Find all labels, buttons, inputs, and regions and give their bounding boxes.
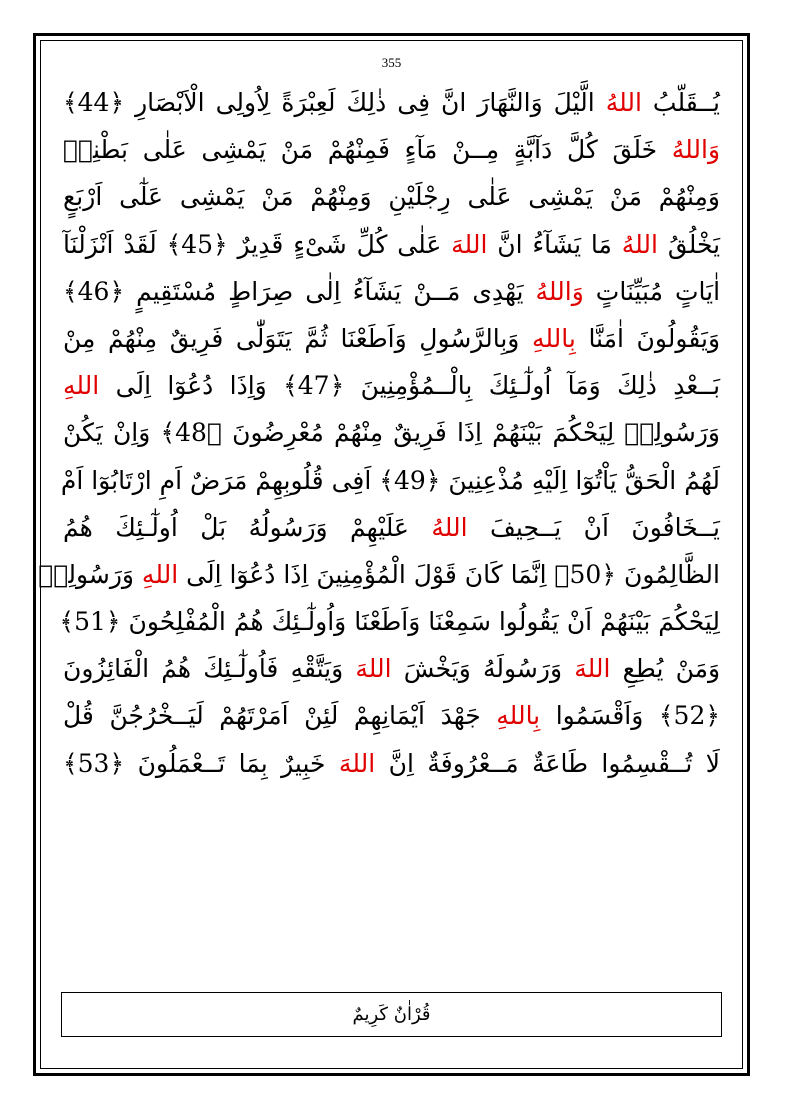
- word: وَبِالرَّسُولِ: [419, 323, 520, 353]
- word: لَقَدْ: [123, 229, 157, 259]
- word: اَمِ ارْتَابُوٓا: [91, 465, 183, 495]
- word: اَنْ: [566, 607, 593, 637]
- word: بَــعْدِ: [673, 371, 721, 401]
- word: اِلَيْهِ: [531, 465, 568, 495]
- word: ﴿44﴾: [63, 88, 125, 117]
- word: لَا: [705, 748, 720, 778]
- divine-name-word: اللهُ: [605, 88, 642, 117]
- word: لَعِبْرَةً: [281, 88, 336, 117]
- word: مَآءٍ: [404, 135, 438, 165]
- word: ﴿46﴾: [63, 276, 125, 306]
- divine-name-word: اللهِ: [63, 371, 100, 401]
- word: ﴿45﴾: [166, 229, 228, 259]
- word: اِذَا: [456, 418, 482, 448]
- word: الْمُؤْمِنِينَ: [316, 559, 406, 589]
- word: وَاِنْ: [112, 418, 151, 448]
- word: الَّيْلَ: [553, 88, 595, 117]
- text-line: [63, 362, 720, 409]
- word: قَدِيرٌ: [237, 229, 284, 259]
- word: وَمِنْهُمْ: [658, 182, 720, 212]
- word: اِلَى: [186, 559, 222, 589]
- word: وَاَقْسَمُوا: [555, 701, 644, 731]
- word: مَنْ: [280, 135, 314, 165]
- word: اِنَّ: [388, 748, 414, 778]
- word: يَاْتُوٓا: [575, 465, 617, 495]
- word: فَرِيقٌ: [393, 418, 447, 448]
- word: مِنْهُمْ: [333, 418, 384, 448]
- divine-name-word: اللهَ: [451, 229, 488, 259]
- text-line: [63, 409, 720, 456]
- word: ذٰلِكَ: [346, 88, 387, 117]
- word: بَيْنَهُمْ: [600, 607, 651, 637]
- word: قَوْلَ: [413, 559, 457, 589]
- word: اِنَّمَا: [510, 559, 547, 589]
- word: جَهْدَ: [440, 701, 481, 731]
- word: اٰمَنَّا: [588, 323, 624, 353]
- word: كَانَ: [464, 559, 503, 589]
- word: دَآبَّةٍ: [513, 135, 553, 165]
- word: كُلِّ: [356, 229, 388, 259]
- word: خَلَقَ: [612, 135, 658, 165]
- word: وَاِذَا: [229, 371, 267, 401]
- text-line: [63, 740, 720, 787]
- word: ﴿47﴾: [283, 371, 345, 401]
- word: بَلْ: [200, 512, 227, 542]
- text-line: [63, 79, 720, 126]
- word: لِيَحْكُمَ: [658, 607, 720, 637]
- word: مَنْ: [261, 182, 294, 212]
- word: ذٰلِكَ: [617, 371, 657, 401]
- word: كُلَّ: [566, 135, 598, 165]
- word: وَيَخْشَ: [403, 654, 471, 684]
- word: الْحَقُّ: [624, 465, 677, 495]
- word: سَمِعْنَا: [428, 607, 491, 637]
- word: فَاُولٰٓـئِكَ: [203, 654, 279, 684]
- word: قُلْ: [63, 701, 94, 731]
- page-inner-border: [40, 40, 743, 1069]
- word: طَاعَةٌ: [532, 748, 588, 778]
- word: اِلَى: [115, 371, 152, 401]
- word: اَفِى: [331, 465, 372, 495]
- word: يَخْلُقُ: [667, 229, 721, 259]
- word: ﴿48﴾: [160, 418, 222, 448]
- word: بِالْــمُؤْمِنِينَ: [360, 371, 473, 401]
- word: رِجْلَيْنِ: [388, 182, 451, 212]
- divine-name-word: بِاللهِ: [496, 701, 541, 731]
- word: يَــحِيفَ: [490, 512, 562, 542]
- word: انَّ: [497, 229, 523, 259]
- word: تُــقْسِمُوا: [601, 748, 693, 778]
- word: هُمُ: [63, 512, 93, 542]
- text-line: [59, 598, 720, 645]
- footer-box: [61, 992, 722, 1037]
- text-line: [63, 221, 720, 268]
- word: مَــنْ: [413, 276, 461, 306]
- word: بَطْنِهٖ: [63, 135, 129, 165]
- word: ﴿52﴾: [658, 701, 721, 731]
- divine-name-word: وَاللهُ: [535, 276, 584, 306]
- divine-name-word: اللهِ: [141, 559, 179, 589]
- word: ﴿49﴾: [379, 465, 441, 495]
- word: مُسْتَقِيمٍ: [136, 276, 217, 306]
- quran-text-block: [38, 79, 721, 787]
- text-line: [63, 173, 720, 220]
- divine-name-word: اللهُ: [431, 512, 468, 542]
- word: لِاُولِى الْاَبْصَارِ: [135, 88, 271, 117]
- word: خَبِيرٌ: [281, 748, 326, 778]
- word: لِيَحْكُمَ: [552, 418, 615, 448]
- word: وَرَسُولُهُ: [248, 512, 328, 542]
- word: عَلٰى: [467, 182, 512, 212]
- text-line: [63, 315, 720, 362]
- word: الْفَائِزُونَ: [63, 654, 150, 684]
- word: يَشَآءُ: [352, 276, 402, 306]
- divine-name-word: اللهَ: [355, 654, 392, 684]
- word: مَنْ: [609, 182, 643, 212]
- word: وَمَنْ: [675, 654, 721, 684]
- text-line: [63, 692, 720, 739]
- word: اِذَا: [283, 559, 309, 589]
- word: وَيَقُولُونَ: [636, 323, 721, 353]
- word: وَالنَّهَارَ: [477, 88, 543, 117]
- word: فَمِنْهُمْ: [327, 135, 390, 165]
- word: بَيْنَهُمْ: [492, 418, 543, 448]
- word: مُذْعِنِينَ: [448, 465, 524, 495]
- word: وَاَطَعْنَا: [340, 323, 407, 353]
- word: دُعُوٓا: [167, 371, 214, 401]
- word: مَرَضٌ: [190, 465, 248, 495]
- divine-name-word: وَاللهُ: [671, 135, 721, 165]
- word: يَمْشِى: [201, 135, 266, 165]
- word: يَمْشِى: [528, 182, 593, 212]
- word: يَقُولُوا: [498, 607, 559, 637]
- word: مِنْ: [63, 323, 96, 353]
- word: مِنْهُمْ: [108, 323, 158, 353]
- word: لَهُمُ: [684, 465, 720, 495]
- word: دُعُوٓا: [229, 559, 276, 589]
- word: ﴿53﴾: [63, 748, 125, 778]
- word: انَّ: [441, 88, 467, 117]
- word: ﴿51﴾: [59, 607, 121, 637]
- word: فَرِيقٌ: [169, 323, 224, 353]
- word: وَمِنْهُمْ: [310, 182, 372, 212]
- text-line: [63, 126, 720, 173]
- word: ﴿50﴾: [554, 559, 616, 589]
- word: يُطِعِ: [622, 654, 664, 684]
- page-outer-border: [33, 33, 750, 1076]
- word: هُمُ الْمُفْلِحُونَ: [128, 607, 264, 637]
- word: مِــنْ: [452, 135, 500, 165]
- word: يَكُنْ: [63, 418, 103, 448]
- text-line: [63, 645, 720, 692]
- word: اَنْزَلْنَآ: [63, 229, 114, 259]
- footer-title: قُرْاٰنٌ كَرِيمٌ: [352, 1004, 431, 1025]
- word: اِلٰى: [305, 276, 341, 306]
- word: وَمَآ: [567, 371, 601, 401]
- word: ثُمَّ: [304, 323, 328, 353]
- word: يَتَوَلّٰى: [235, 323, 292, 353]
- word: اُولٰٓـئِكَ: [488, 371, 552, 401]
- word: وَرَسُولَهُ: [483, 654, 563, 684]
- text-line: [60, 457, 720, 504]
- word: عَلٰى: [397, 229, 442, 259]
- word: وَيَتَّقْهِ: [290, 654, 344, 684]
- divine-name-word: اللهَ: [574, 654, 611, 684]
- word: عَلٰٓى: [119, 182, 164, 212]
- text-line: [38, 551, 720, 598]
- word: عَلَيْهِمْ: [350, 512, 409, 542]
- word: اَمَرْتَهُمْ: [219, 701, 289, 731]
- text-line: [63, 504, 720, 551]
- word: مُعْرِضُونَ: [232, 418, 324, 448]
- word: مُبَيِّنَاتٍ: [595, 276, 663, 306]
- word: وَرَسُولِهٖ: [624, 418, 720, 448]
- word: اٰيَاتٍ: [674, 276, 721, 306]
- word: قُلُوبِهِمْ: [255, 465, 324, 495]
- word: اُولٰٓـئِكَ: [115, 512, 178, 542]
- word: بِمَا: [238, 748, 268, 778]
- word: مَــعْرُوفَةٌ: [427, 748, 519, 778]
- word: صِرَاطٍ: [228, 276, 294, 306]
- word: عَلٰى: [142, 135, 187, 165]
- word: اَرْبَعٍ: [63, 182, 103, 212]
- word: يُــقَلّبُ: [652, 88, 720, 117]
- word: يَــخَافُونَ: [631, 512, 720, 542]
- word: يَهْدِى: [472, 276, 524, 306]
- word: وَاَطَعْنَا: [354, 607, 421, 637]
- divine-name-word: اللهَ: [338, 748, 376, 778]
- word: الظَّالِمُونَ: [623, 559, 720, 589]
- word: يَمْشِى: [179, 182, 245, 212]
- word: يَشَآءُ: [532, 229, 582, 259]
- word: وَرَسُولِهٖ: [38, 559, 134, 589]
- word: فِى: [397, 88, 431, 117]
- text-line: [63, 268, 720, 315]
- divine-name-word: اللهُ: [621, 229, 658, 259]
- word: لَيَــخْرُجُنَّ: [109, 701, 204, 731]
- divine-name-word: بِاللهِ: [531, 323, 576, 353]
- word: تَــعْمَلُونَ: [137, 748, 226, 778]
- word: شَىْءٍ: [293, 229, 347, 259]
- word: هُمُ: [161, 654, 192, 684]
- word: وَاُولٰٓـئِكَ: [271, 607, 347, 637]
- word: اَنْ: [583, 512, 609, 542]
- word: اَمْ: [60, 465, 84, 495]
- word: مَا: [590, 229, 612, 259]
- word: اَيْمَانِهِمْ: [353, 701, 425, 731]
- page-number: 355: [381, 55, 402, 70]
- word: لَئِنْ: [304, 701, 339, 731]
